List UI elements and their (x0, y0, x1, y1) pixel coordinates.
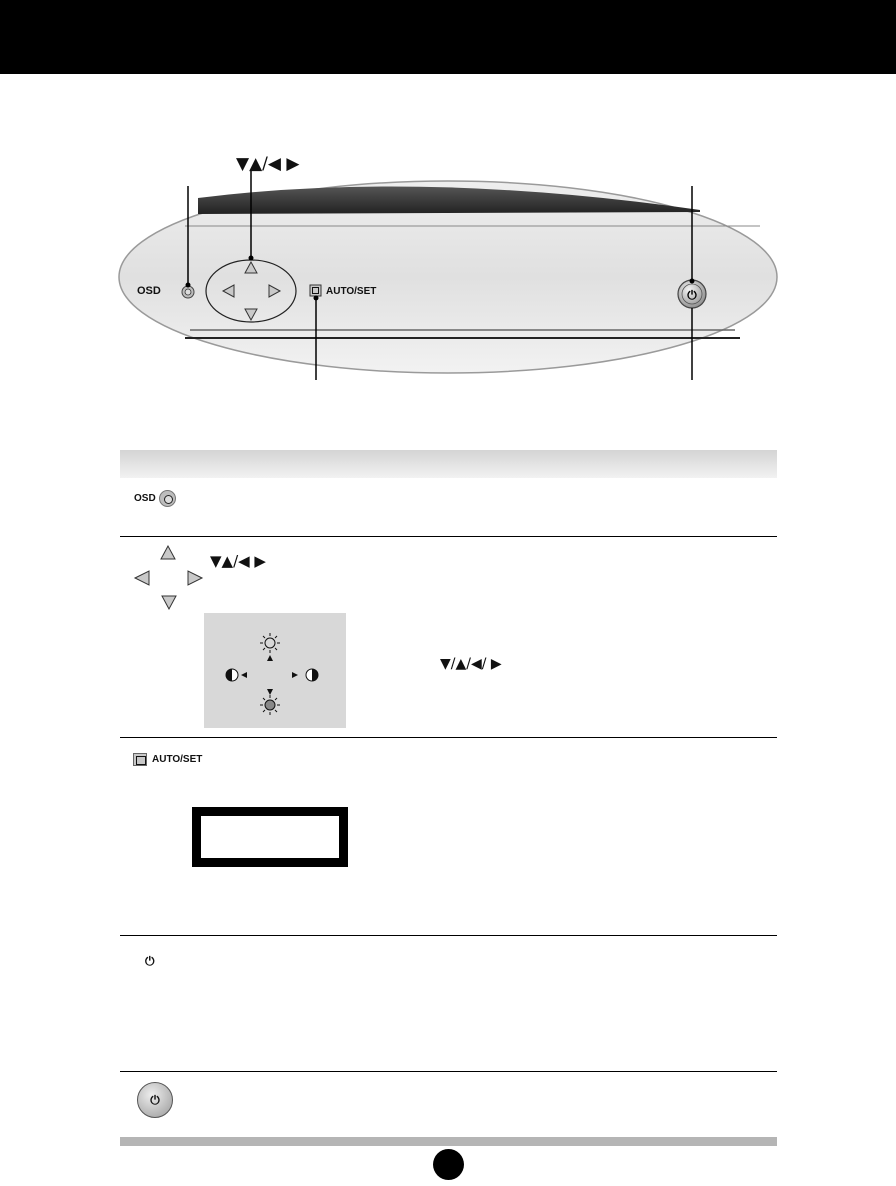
nav-row-label: ▼▲/◀ ▶ (210, 552, 266, 570)
contrast-high-icon (306, 669, 318, 681)
row-divider (120, 737, 777, 738)
power-symbol-icon: ⏻ (145, 954, 155, 968)
front-panel-illustration (0, 140, 896, 400)
autoset-button (310, 285, 321, 296)
right-arrow (292, 672, 298, 678)
table-row-osd (134, 490, 176, 507)
brightness-contrast-diagram (204, 613, 346, 728)
osd-button-icon (159, 490, 176, 507)
contrast-low-icon (226, 669, 238, 681)
brightness-low-icon (260, 695, 280, 715)
autoset-button-icon (133, 753, 147, 766)
up-arrow (267, 655, 273, 661)
autoset-row-label: AUTO/SET (152, 754, 203, 765)
page-number-badge (433, 1149, 464, 1180)
osd-row-label: OSD (134, 493, 156, 504)
autoset-button-label: AUTO/SET (326, 286, 377, 297)
svg-text:⏻: ⏻ (687, 288, 697, 302)
top-header-bar (0, 0, 896, 74)
nav-buttons-icon (130, 542, 210, 616)
table-header (120, 450, 777, 478)
left-arrow (241, 672, 247, 678)
nav-buttons-callout: ▼▲/◀ ▶ (236, 154, 300, 174)
osd-adjust-screen (204, 613, 346, 728)
row-divider (120, 536, 777, 537)
row-divider (120, 1071, 777, 1072)
footer-bar (120, 1137, 777, 1146)
brightness-high-icon (260, 633, 280, 653)
inline-arrow-symbols: ▼/▲/◀/ ▶ (440, 656, 502, 672)
front-panel-diagram (0, 140, 896, 400)
down-arrow (267, 689, 273, 695)
row-divider (120, 935, 777, 936)
message-box-frame (192, 807, 348, 867)
power-button-icon: ⏻ (137, 1082, 173, 1118)
table-row-autoset (133, 753, 202, 766)
osd-button-label: OSD (137, 285, 161, 297)
